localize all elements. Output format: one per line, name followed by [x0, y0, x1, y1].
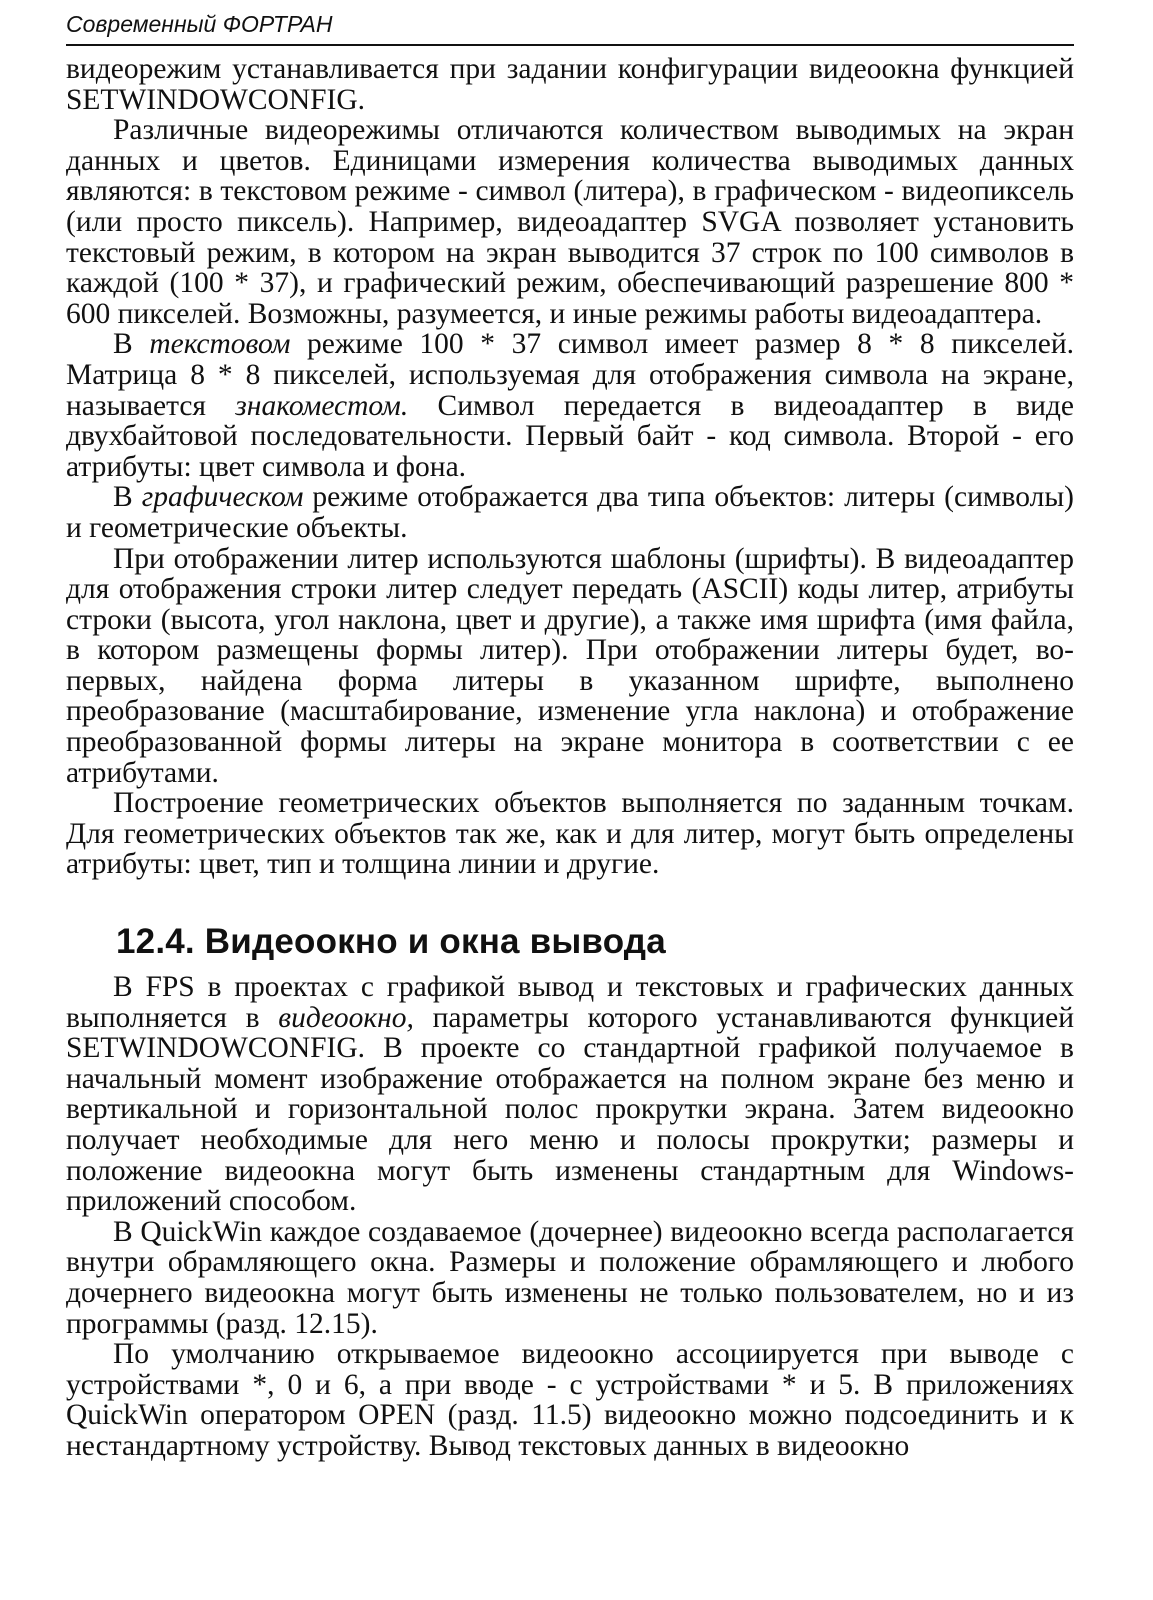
term-character-cell: знакоместом.: [235, 389, 409, 422]
header-rule: [66, 44, 1074, 46]
paragraph-intro-continuation: видеорежим устанавливается при задании конфигурации видеоокна функцией SETWINDOWCONFIG.: [66, 53, 1074, 116]
text-run: Символ передается в видеоадаптер в виде двухбайтовой последовательности. Первый байт - код символа. Второй - его атрибуты: цвет символа и фона.: [66, 389, 1074, 483]
text-run: параметры которого устанавливаются функцией SETWINDOWCONFIG. В проекте со стандартной графикой получаемое в начальный момент изображение отображается на полном экране без меню и вертикальной и горизонтальной полос прокрутки экрана. Затем видеоокно получает необходимые для него меню и полосы прокрутки; размеры и положение видеоокна могут быть изменены стандартным для Windows-приложений способом.: [66, 1001, 1074, 1218]
paragraph-geometric-objects: Построение геометрических объектов выполняется по заданным точкам. Для геометрических объектов так же, как и для литер, могут быть определены атрибуты: цвет, тип и толщина линии и другие.: [66, 787, 1074, 881]
running-header: Современный ФОРТРАН: [66, 11, 333, 37]
paragraph-quickwin: В QuickWin каждое создаваемое (дочернее) видеоокно всегда располагается внутри обрамляющего окна. Размеры и положение обрамляющего и любого дочернего видеоокна могут быть изменены не только пользователем, но и из программы (разд. 12.15).: [66, 1215, 1074, 1340]
paragraph-fps-video-window: [66, 972, 1074, 1217]
book-page: [66, 8, 1074, 1462]
section-heading: 12.4. Видеоокно и окна вывода: [116, 922, 666, 962]
text-run: В FPS в проектах с графикой вывод и текстовых и графических данных выполняется в: [66, 971, 1074, 1034]
term-graphics-mode: графическом: [141, 481, 304, 514]
text-run: В: [113, 328, 150, 361]
text-run: режиме отображается два типа объектов: литеры (символы) и геометрические объекты.: [66, 481, 1074, 544]
paragraph-graphics-mode: [66, 482, 1074, 543]
text-run: режиме 100 * 37 символ имеет размер 8 * 8 пикселей. Матрица 8 * 8 пикселей, используемая для отображения символа на экране, называется: [66, 328, 1074, 422]
paragraph-video-modes: Различные видеорежимы отличаются количеством выводимых на экран данных и цветов. Единицами измерения количества выводимых данных являются: в текстовом режиме - символ (литера), в графическом - видеопиксель (или просто пиксель). Например, видеоадаптер SVGA позволяет установить текстовый режим, в котором на экран выводится 37 строк по 100 символов в каждой (100 * 37), и графический режим, обеспечивающий разрешение 800 * 600 пикселей. Возможны, разумеется, и иные режимы работы видеоадаптера.: [66, 114, 1074, 330]
text-run: В: [113, 481, 142, 514]
paragraph-text-mode: [66, 329, 1074, 482]
paragraph-default-devices: По умолчанию открываемое видеоокно ассоциируется при выводе с устройствами *, 0 и 6, а при вводе - с устройствами * и 5. В приложениях QuickWin оператором OPEN (разд. 11.5) видеоокно можно подсоединить и к нестандартному устройству. Вывод текстовых данных в видеоокно: [66, 1338, 1074, 1462]
paragraph-fonts: При отображении литер используются шаблоны (шрифты). В видеоадаптер для отображения строки литер следует передать (ASCII) коды литер, атрибуты строки (высота, угол наклона, цвет и другие), а также имя шрифта (имя файла, в котором размещены формы литер). При отображении литеры будет, во-первых, найдена форма литеры в указанном шрифте, выполнено преобразование (масштабирование, изменение угла наклона) и отображение преобразованной формы литеры на экране монитора в соответствии с ее атрибутами.: [66, 542, 1074, 789]
term-text-mode: текстовом: [149, 328, 291, 361]
term-video-window: видеоокно,: [278, 1001, 414, 1034]
